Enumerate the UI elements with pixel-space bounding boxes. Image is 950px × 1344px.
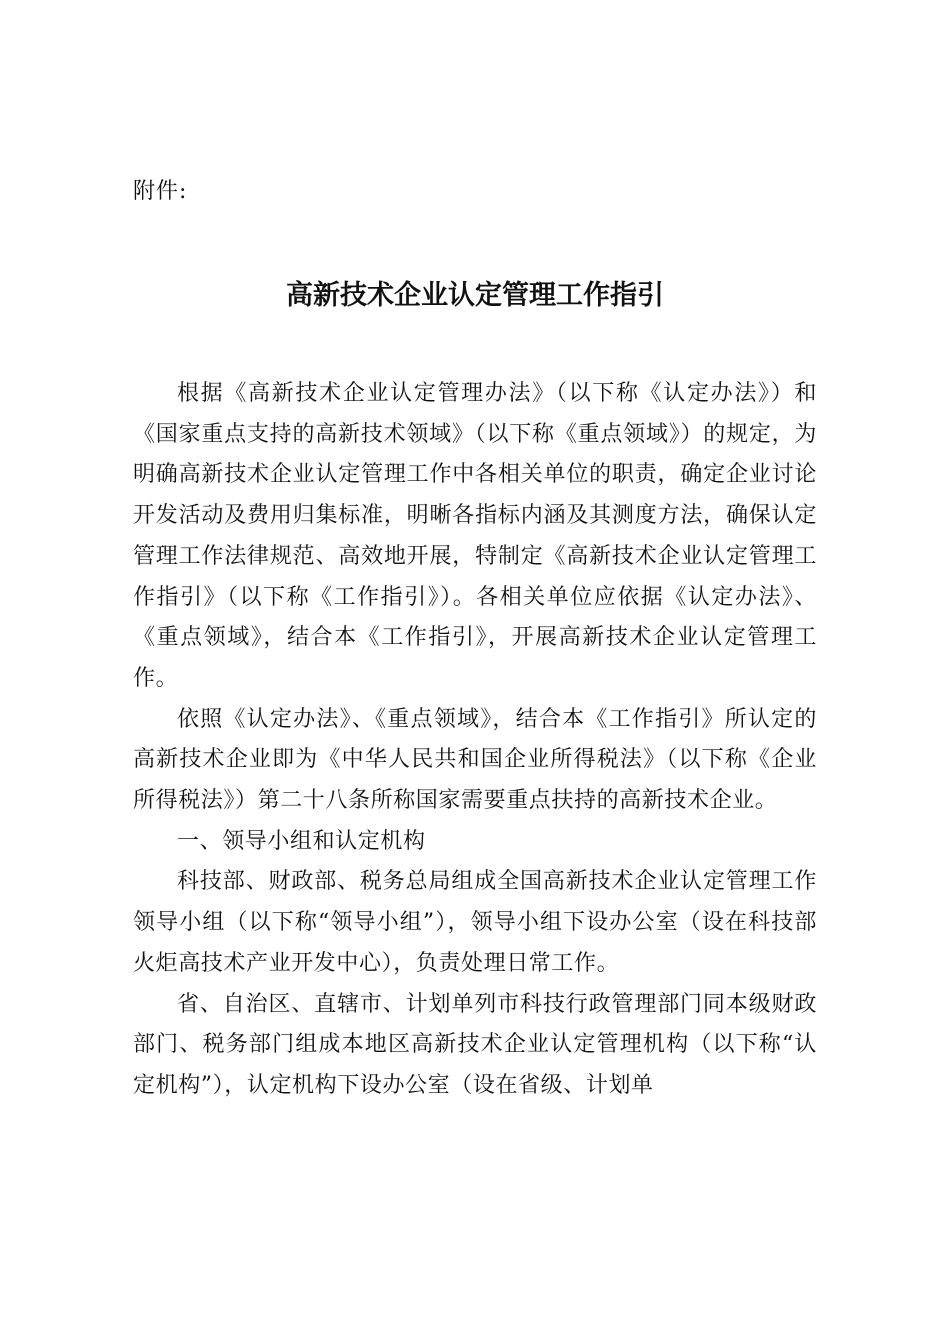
attachment-label: 附件: [133,179,188,204]
document-body [133,374,817,1107]
paragraph-definition: 依照《认定办法》、《重点领域》，结合本《工作指引》所认定的高新技术企业即为《中华人民共和国企业所得税法》（以下称《企业所得税法》）第二十八条所称国家需要重点扶持的高新技术企业。 [133,706,817,814]
paragraph-leading-group: 科技部、财政部、税务总局组成全国高新技术企业认定管理工作领导小组（以下称“领导小组”），领导小组下设办公室（设在科技部火炬高技术产业开发中心），负责处理日常工作。 [133,869,817,976]
section-heading-leading-group: 一、领导小组和认定机构 [177,828,426,854]
paragraph-certification-agency: 省、自治区、直辖市、计划单列市科技行政管理部门同本级财政部门、税务部门组成本地区高新技术企业认定管理机构（以下称“认定机构”），认定机构下设办公室（设在省级、计划单 [133,991,817,1098]
document-title: 高新技术企业认定管理工作指引 [286,280,664,311]
paragraph-intro: 根据《高新技术企业认定管理办法》（以下称《认定办法》）和《国家重点支持的高新技术领域》（以下称《重点领域》）的规定，为明确高新技术企业认定管理工作中各相关单位的职责，确定企业讨论开发活动及费用归集标准，明晰各指标内涵及其测度方法，确保认定管理工作法律规范、高效地开展，特制定《高新技术企业认定管理工作指引》（以下称《工作指引》）。各相关单位应依据《认定办法》、《重点领域》，结合本《工作指引》，开展高新技术企业认定管理工作。 [133,381,817,691]
